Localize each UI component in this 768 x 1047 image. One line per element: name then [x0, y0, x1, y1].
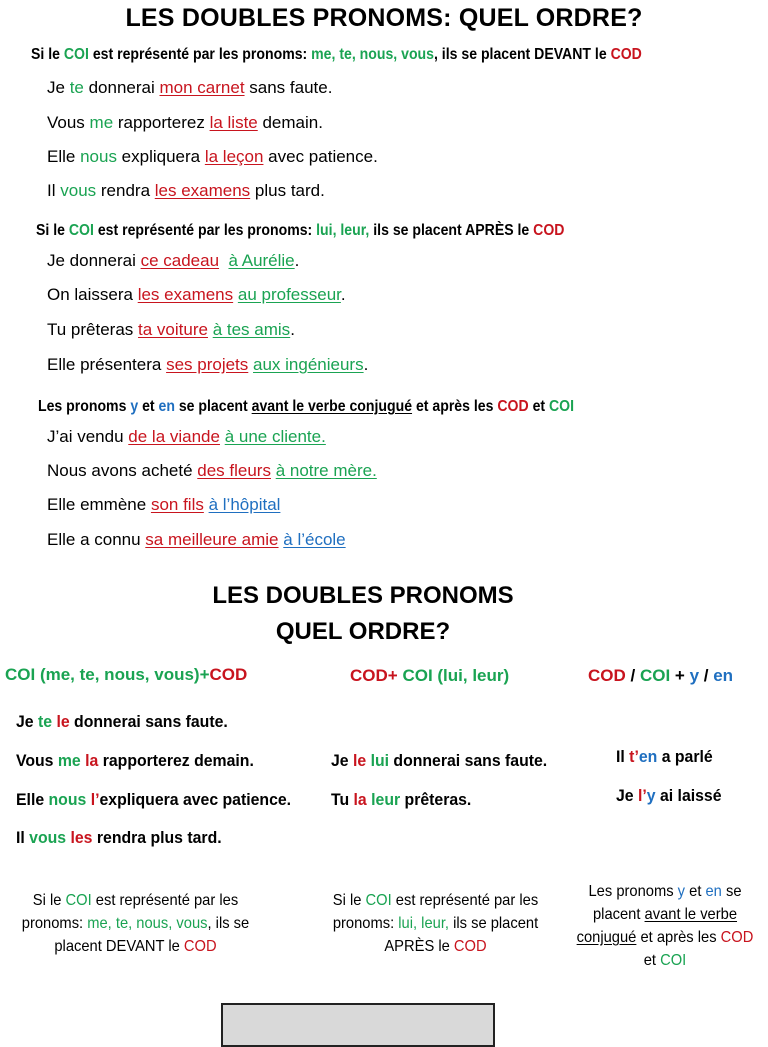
example-1-1: Je te donnerai mon carnet sans faute. [47, 78, 333, 97]
col1-example-2: Vous me la rapporterez demain. [16, 751, 254, 770]
example-2-1: Je donnerai ce cadeau à Aurélie. [47, 251, 300, 270]
rule-box-3: Les pronoms y et en se placent avant le verbe conjugué et après les COD et COI [576, 883, 754, 969]
column-header-3: COD / COI + y / en [588, 666, 734, 685]
summary-title-line-2: QUEL ORDRE? [275, 618, 451, 645]
summary-title-line-1: LES DOUBLES PRONOMS [212, 582, 514, 609]
example-1-2: Vous me rapporterez la liste demain. [47, 113, 323, 132]
col3-example-2: Je l’y ai laissé [616, 786, 722, 805]
col1-example-3: Elle nous l’expliquera avec patience. [16, 790, 292, 809]
example-2-4: Elle présentera ses projets aux ingénieurs. [47, 355, 369, 374]
col1-example-1: Je te le donnerai sans faute. [16, 712, 228, 731]
example-2-2: On laissera les examens au professeur. [47, 285, 346, 304]
example-3-4: Elle a connu sa meilleure amie à l’école [47, 530, 346, 549]
example-1-3: Elle nous expliquera la leçon avec patience. [47, 147, 378, 166]
example-1-4: Il vous rendra les examens plus tard. [47, 181, 325, 200]
example-3-1: J’ai vendu de la viande à une cliente. [47, 427, 326, 446]
rule-box-2: Si le COI est représenté par les pronoms: lui, leur, ils se placent APRÈS le COD [332, 892, 539, 955]
column-header-2: COD+ COI (lui, leur) [350, 666, 510, 685]
col2-example-2: Tu la leur prêteras. [331, 790, 472, 809]
rule-1: Si le COI est représenté par les pronoms: me, te, nous, vous, ils se placent DEVANT le COD [31, 46, 642, 63]
rule-box-1: Si le COI est représenté par les pronoms: me, te, nous, vous, ils se placent DEVANT le COD [21, 892, 250, 955]
bottom-frame [221, 1003, 495, 1047]
example-2-3: Tu prêteras ta voiture à tes amis. [47, 320, 295, 339]
col1-example-4: Il vous les rendra plus tard. [16, 828, 222, 847]
example-3-3: Elle emmène son fils à l’hôpital [47, 495, 281, 514]
col3-example-1: Il t’en a parlé [616, 747, 713, 766]
example-3-2: Nous avons acheté des fleurs à notre mère. [47, 461, 377, 480]
col2-example-1: Je le lui donnerai sans faute. [331, 751, 548, 770]
rule-3: Les pronoms y et en se placent avant le verbe conjugué et après les COD et COI [38, 398, 575, 415]
rule-2: Si le COI est représenté par les pronoms: lui, leur, ils se placent APRÈS le COD [36, 222, 565, 239]
page-title: LES DOUBLES PRONOMS: QUEL ORDRE? [125, 4, 643, 32]
column-header-1: COI (me, te, nous, vous)+COD [5, 665, 248, 684]
